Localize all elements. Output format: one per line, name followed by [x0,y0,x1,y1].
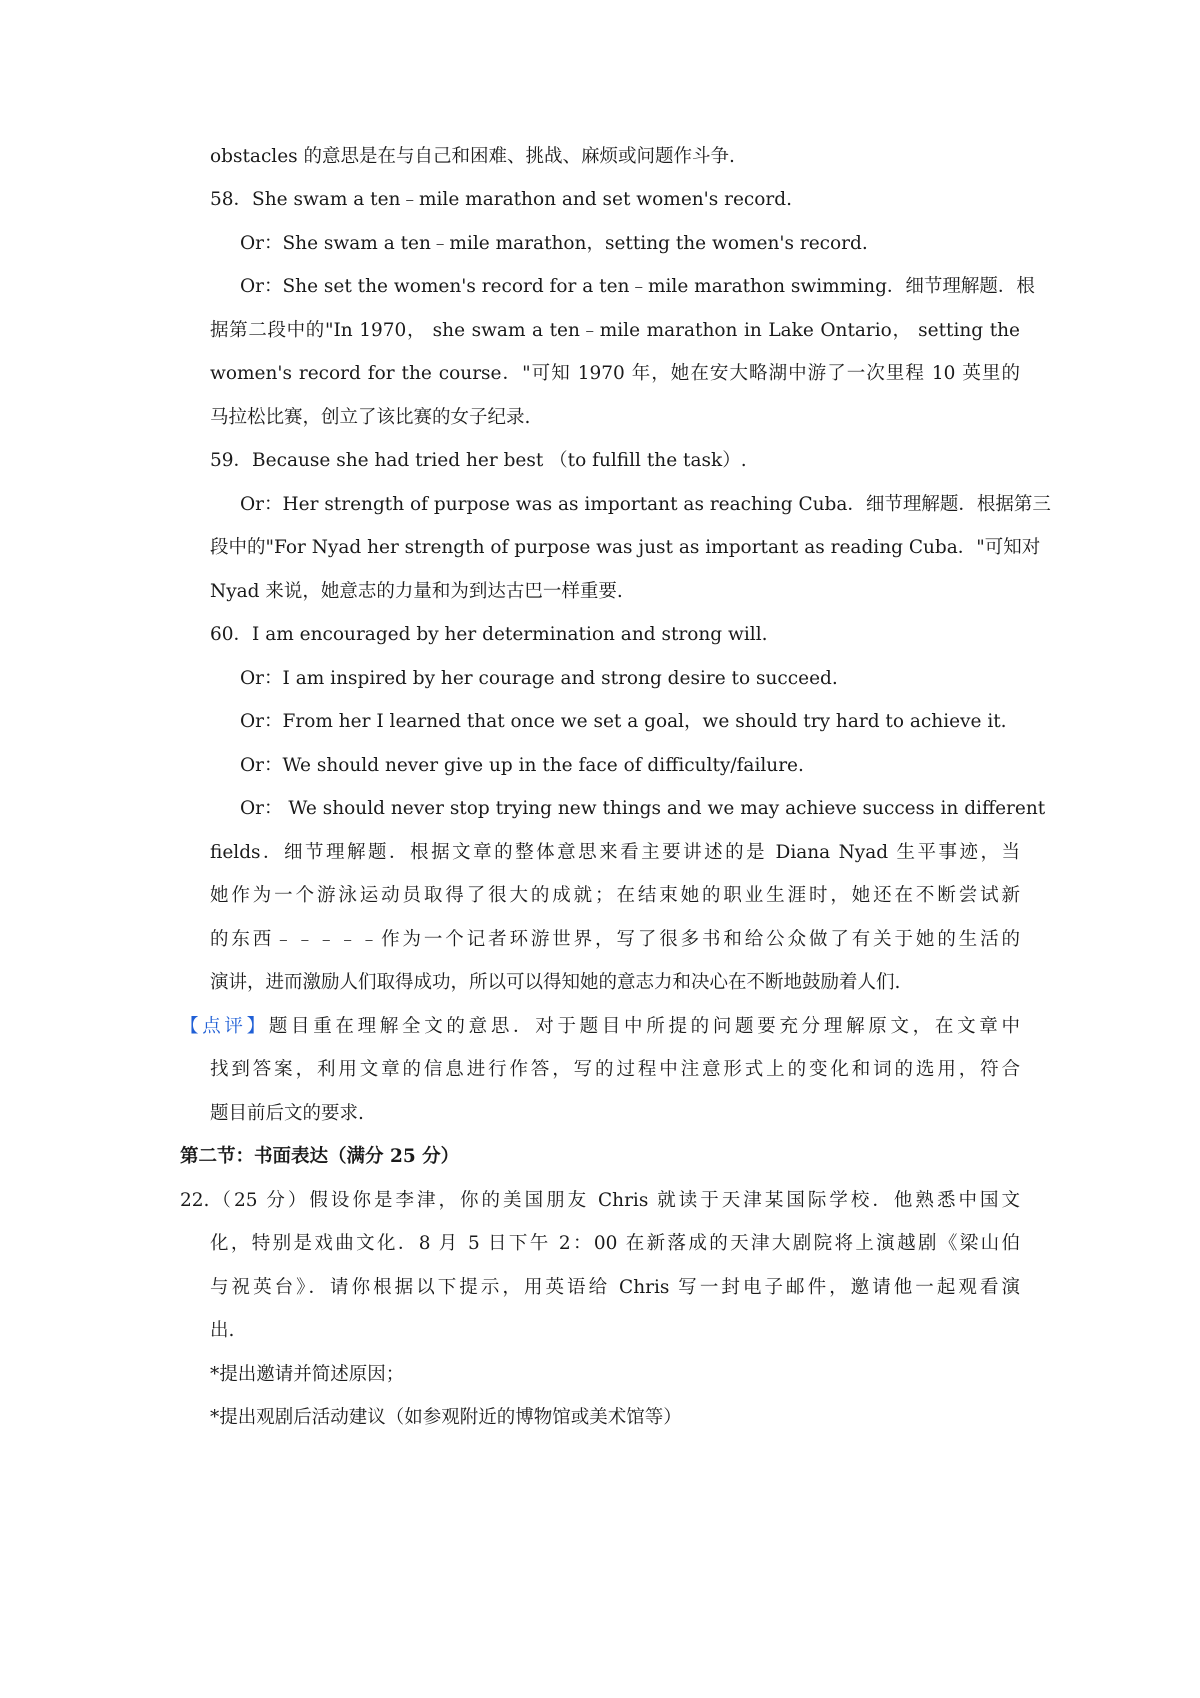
question-59-answer: 59．Because she had tried her best （to fulfill the task）. [210,450,747,471]
alternative-answer: Or： We should never stop trying new things and we may achieve success in different [240,798,1046,819]
alternative-answer: Or：Her strength of purpose was as important as reaching Cuba．细节理解题．根据第三 [240,494,1051,515]
text-line: 她作为一个游泳运动员取得了很大的成就；在结束她的职业生涯时，她还在不断尝试新 [210,885,1020,906]
question-60-answer: 60．I am encouraged by her determination and strong will. [210,624,768,645]
comment-text: 题目重在理解全文的意思．对于题目中所提的问题要充分理解原文，在文章中 [268,1016,1020,1037]
hint-item: *提出邀请并简述原因； [210,1364,405,1385]
text-line: 化，特别是戏曲文化．8 月 5 日下午 2：00 在新落成的天津大剧院将上演越剧《梁山伯 [210,1233,1020,1254]
hint-item: *提出观剧后活动建议（如参观附近的博物馆或美术馆等） [210,1407,682,1428]
comment-line [180,1016,1020,1038]
question-22-prompt: 22.（25 分）假设你是李津，你的美国朋友 Chris 就读于天津某国际学校．他熟悉中国文 [180,1190,1020,1211]
text-line: obstacles 的意思是在与自己和困难、挑战、麻烦或问题作斗争. [210,146,735,167]
comment-tag: 【点评】 [180,1016,269,1037]
text-line: 的东西﹣﹣﹣﹣﹣作为一个记者环游世界，写了很多书和给公众做了有关于她的生活的 [210,929,1020,950]
question-58-answer: 58．She swam a ten﹣mile marathon and set women's record. [210,189,793,210]
alternative-answer: Or：She swam a ten﹣mile marathon，setting the women's record. [240,233,868,254]
text-line: Nyad 来说，她意志的力量和为到达古巴一样重要. [210,581,623,602]
text-line: 演讲，进而激励人们取得成功，所以可以得知她的意志力和决心在不断地鼓励着人们. [210,972,901,993]
alternative-answer: Or：I am inspired by her courage and strong desire to succeed. [240,668,838,689]
text-line: women's record for the course．"可知 1970 年，她在安大略湖中游了一次里程 10 英里的 [210,363,1020,384]
section-heading: 第二节：书面表达（满分 25 分） [180,1146,460,1167]
text-line: 与祝英台》．请你根据以下提示，用英语给 Chris 写一封电子邮件，邀请他一起观看演 [210,1277,1020,1298]
text-line: 段中的"For Nyad her strength of purpose was just as important as reading Cuba．"可知对 [210,537,1041,558]
text-line: 出. [210,1320,235,1341]
alternative-answer: Or：She set the women's record for a ten﹣mile marathon swimming．细节理解题．根 [240,276,1035,297]
alternative-answer: Or：We should never give up in the face of difficulty/failure. [240,755,804,776]
text-line: 马拉松比赛，创立了该比赛的女子纪录. [210,407,531,428]
alternative-answer: Or：From her I learned that once we set a goal，we should try hard to achieve it. [240,711,1007,732]
text-line: 题目前后文的要求. [210,1103,364,1124]
text-line: fields．细节理解题．根据文章的整体意思来看主要讲述的是 Diana Nyad 生平事迹，当 [210,842,1020,863]
text-line: 找到答案，利用文章的信息进行作答，写的过程中注意形式上的变化和词的选用，符合 [210,1059,1020,1080]
text-line: 据第二段中的"In 1970， she swam a ten﹣mile marathon in Lake Ontario， setting the [210,320,1020,341]
